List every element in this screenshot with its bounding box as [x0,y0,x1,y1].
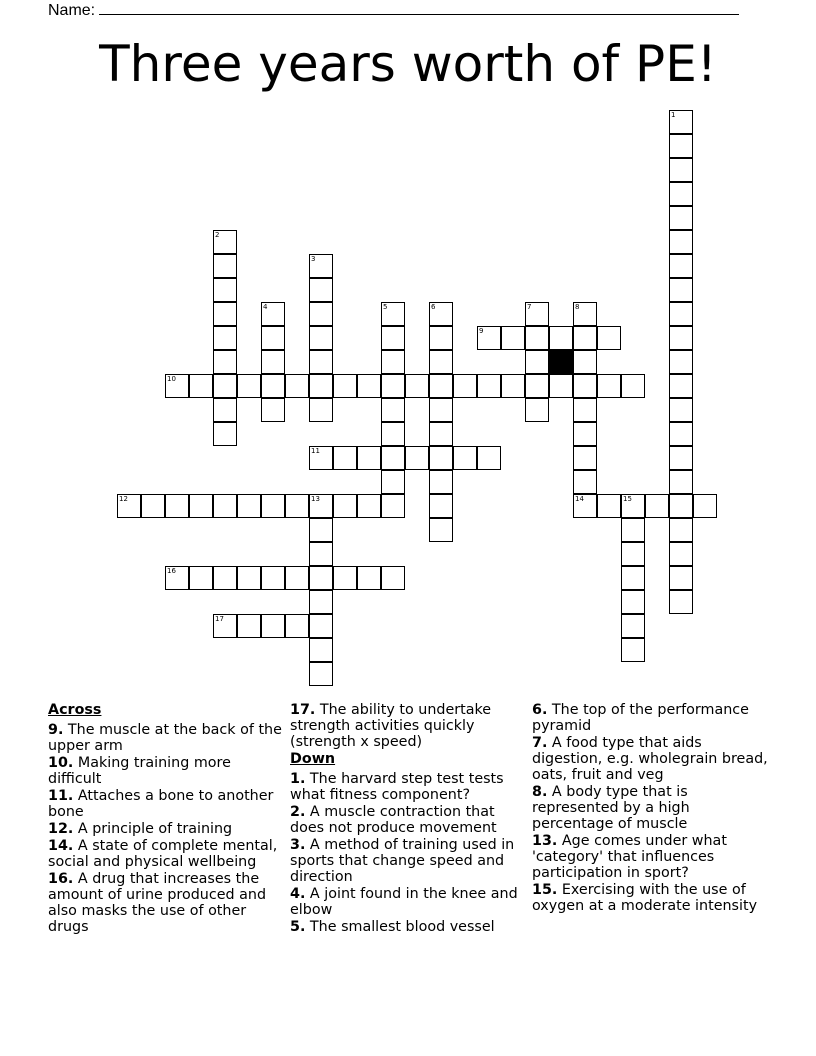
clue-number: 2. [290,804,306,820]
grid-cell[interactable] [309,518,333,542]
grid-cell[interactable] [669,422,693,446]
grid-cell[interactable] [669,398,693,422]
grid-cell[interactable] [429,350,453,374]
grid-cell[interactable] [429,494,453,518]
grid-cell[interactable] [453,374,477,398]
grid-cell[interactable] [573,326,597,350]
grid-cell[interactable] [429,326,453,350]
grid-cell[interactable] [333,494,357,518]
grid-cell[interactable] [621,494,645,518]
grid-cell[interactable] [261,398,285,422]
grid-cell[interactable] [477,326,501,350]
clue-text: Making training more difficult [48,755,231,787]
clue-text: A drug that increases the amount of urine produced and also masks the use of other drugs [48,871,267,935]
grid-cell[interactable] [669,230,693,254]
grid-cell[interactable] [261,614,285,638]
clue-number: 4. [290,886,306,902]
grid-cell[interactable] [213,374,237,398]
grid-cell[interactable] [573,398,597,422]
clue-number: 12. [48,821,74,837]
grid-cell[interactable] [309,494,333,518]
clue-number: 10. [48,755,74,771]
clue-text: A muscle contraction that does not produce movement [290,804,497,836]
grid-cell[interactable] [381,566,405,590]
clue-item [48,722,284,754]
grid-cell[interactable] [669,470,693,494]
grid-cell[interactable] [285,566,309,590]
clue-item [290,771,526,803]
grid-cell[interactable] [669,158,693,182]
grid-cell[interactable] [669,542,693,566]
grid-cell[interactable] [501,326,525,350]
grid-cell[interactable] [525,350,549,374]
clue-text: A joint found in the knee and elbow [290,886,518,918]
grid-cell[interactable] [525,374,549,398]
grid-cell[interactable] [429,374,453,398]
clue-text: A body type that is represented by a high percentage of muscle [532,784,690,832]
grid-cell[interactable] [429,446,453,470]
grid-cell[interactable] [597,374,621,398]
grid-cell[interactable] [237,494,261,518]
grid-cell[interactable] [213,422,237,446]
grid-block-cell [549,350,573,374]
clue-number: 11. [48,788,74,804]
grid-cell[interactable] [381,350,405,374]
grid-cell[interactable] [165,566,189,590]
clue-item [532,882,768,914]
clue-number: 16 [167,567,176,575]
clue-number: 15. [532,882,558,898]
grid-cell[interactable] [573,494,597,518]
clue-item [290,886,526,918]
clue-item [532,735,768,783]
across-heading: Across [48,702,102,718]
clues-column-3 [532,702,768,915]
clue-text: The muscle at the back of the upper arm [48,722,282,754]
grid-cell[interactable] [573,470,597,494]
grid-cell[interactable] [525,302,549,326]
grid-cell[interactable] [213,398,237,422]
grid-cell[interactable] [549,326,573,350]
grid-cell[interactable] [165,374,189,398]
grid-cell[interactable] [381,374,405,398]
clue-text: The ability to undertake strength activities quickly (strength x speed) [290,702,492,750]
clue-number: 14 [575,495,584,503]
grid-cell[interactable] [309,254,333,278]
grid-cell[interactable] [333,446,357,470]
clue-number: 2 [215,231,220,239]
grid-cell[interactable] [669,206,693,230]
grid-cell[interactable] [693,494,717,518]
grid-cell[interactable] [261,566,285,590]
clue-number: 12 [119,495,128,503]
grid-cell[interactable] [429,398,453,422]
clue-number: 17. [290,702,316,718]
grid-cell[interactable] [429,518,453,542]
grid-cell[interactable] [669,590,693,614]
clues-column-2 [290,702,526,936]
grid-cell[interactable] [477,446,501,470]
grid-cell[interactable] [261,374,285,398]
clue-number: 7. [532,735,548,751]
grid-cell[interactable] [669,518,693,542]
name-label: Name: [48,2,96,19]
grid-cell[interactable] [237,566,261,590]
across-clue-list-continued [290,702,526,750]
clue-number: 9. [48,722,64,738]
grid-cell[interactable] [261,350,285,374]
grid-cell[interactable] [285,374,309,398]
grid-cell[interactable] [573,422,597,446]
down-clue-list [290,771,526,935]
grid-cell[interactable] [309,350,333,374]
grid-cell[interactable] [381,398,405,422]
clue-text: A principle of training [73,821,233,837]
grid-cell[interactable] [189,494,213,518]
grid-cell[interactable] [213,254,237,278]
clue-number: 15 [623,495,632,503]
grid-cell[interactable] [669,110,693,134]
grid-cell[interactable] [405,446,429,470]
grid-cell[interactable] [669,374,693,398]
grid-cell[interactable] [525,398,549,422]
clue-number: 6 [431,303,436,311]
grid-cell[interactable] [213,566,237,590]
clue-number: 11 [311,447,320,455]
grid-cell[interactable] [309,614,333,638]
grid-cell[interactable] [213,614,237,638]
grid-cell[interactable] [357,374,381,398]
grid-cell[interactable] [333,374,357,398]
grid-cell[interactable] [237,374,261,398]
grid-cell[interactable] [597,326,621,350]
clue-number: 10 [167,375,176,383]
grid-cell[interactable] [309,662,333,686]
grid-cell[interactable] [261,326,285,350]
grid-cell[interactable] [213,302,237,326]
clue-number: 5. [290,919,306,935]
grid-cell[interactable] [669,278,693,302]
grid-cell[interactable] [381,302,405,326]
clue-item [48,788,284,820]
grid-cell[interactable] [309,638,333,662]
clue-number: 3 [311,255,316,263]
grid-cell[interactable] [165,494,189,518]
clue-text: Attaches a bone to another bone [48,788,274,820]
grid-cell[interactable] [477,374,501,398]
grid-cell[interactable] [669,182,693,206]
clue-item [290,837,526,885]
clue-number: 5 [383,303,388,311]
grid-cell[interactable] [357,446,381,470]
clue-text: The harvard step test tests what fitness component? [290,771,504,803]
clue-text: A food type that aids digestion, e.g. wholegrain bread, oats, fruit and veg [532,735,768,783]
grid-cell[interactable] [381,422,405,446]
grid-cell[interactable] [501,374,525,398]
clue-item [48,838,284,870]
grid-cell[interactable] [621,566,645,590]
grid-cell[interactable] [669,134,693,158]
clue-item [532,784,768,832]
grid-cell[interactable] [669,302,693,326]
grid-cell[interactable] [669,326,693,350]
grid-cell[interactable] [381,470,405,494]
clue-item [290,919,526,935]
grid-cell[interactable] [285,614,309,638]
clue-item [48,755,284,787]
grid-cell[interactable] [309,566,333,590]
clue-item [290,804,526,836]
grid-cell[interactable] [309,326,333,350]
grid-cell[interactable] [213,326,237,350]
grid-cell[interactable] [669,566,693,590]
grid-cell[interactable] [525,326,549,350]
grid-cell[interactable] [573,446,597,470]
grid-cell[interactable] [261,302,285,326]
grid-cell[interactable] [309,374,333,398]
grid-cell[interactable] [597,494,621,518]
grid-cell[interactable] [621,518,645,542]
clue-item [48,871,284,935]
clue-number: 3. [290,837,306,853]
grid-cell[interactable] [309,278,333,302]
grid-cell[interactable] [309,398,333,422]
grid-cell[interactable] [621,542,645,566]
clue-item [532,833,768,881]
grid-cell[interactable] [213,350,237,374]
grid-cell[interactable] [381,494,405,518]
down-heading: Down [290,751,336,767]
grid-cell[interactable] [285,494,309,518]
grid-cell[interactable] [189,374,213,398]
clue-number: 14. [48,838,74,854]
grid-cell[interactable] [573,350,597,374]
grid-cell[interactable] [117,494,141,518]
clue-number: 9 [479,327,484,335]
grid-cell[interactable] [213,278,237,302]
clue-item [290,702,526,750]
grid-cell[interactable] [549,374,573,398]
grid-cell[interactable] [669,446,693,470]
clue-number: 8 [575,303,580,311]
grid-cell[interactable] [189,566,213,590]
page-title: Three years worth of PE! [99,35,717,93]
grid-cell[interactable] [357,494,381,518]
grid-cell[interactable] [309,542,333,566]
grid-cell[interactable] [213,230,237,254]
clue-number: 16. [48,871,74,887]
grid-cell[interactable] [429,302,453,326]
clue-item [48,821,284,837]
grid-cell[interactable] [429,422,453,446]
grid-cell[interactable] [381,446,405,470]
clue-number: 13. [532,833,558,849]
clue-text: The smallest blood vessel [305,919,495,935]
grid-cell[interactable] [621,374,645,398]
down-clue-list-continued [532,702,768,914]
clue-number: 4 [263,303,268,311]
clue-text: A state of complete mental, social and physical wellbeing [48,838,278,870]
clue-number: 17 [215,615,224,623]
grid-cell[interactable] [405,374,429,398]
grid-cell[interactable] [381,326,405,350]
clue-number: 7 [527,303,532,311]
grid-cell[interactable] [621,638,645,662]
grid-cell[interactable] [573,302,597,326]
clue-number: 1 [671,111,676,119]
grid-cell[interactable] [141,494,165,518]
grid-cell[interactable] [669,350,693,374]
grid-cell[interactable] [645,494,669,518]
grid-cell[interactable] [429,470,453,494]
grid-cell[interactable] [453,446,477,470]
clue-text: A method of training used in sports that change speed and direction [290,837,515,885]
grid-cell[interactable] [309,302,333,326]
clue-number: 13 [311,495,320,503]
clue-number: 6. [532,702,548,718]
grid-cell[interactable] [621,590,645,614]
grid-cell[interactable] [213,494,237,518]
grid-cell[interactable] [309,590,333,614]
clue-number: 8. [532,784,548,800]
grid-cell[interactable] [669,494,693,518]
clues-column-1 [48,702,284,936]
grid-cell[interactable] [357,566,381,590]
clue-number: 1. [290,771,306,787]
grid-cell[interactable] [237,614,261,638]
across-clue-list [48,722,284,935]
grid-cell[interactable] [669,254,693,278]
grid-cell[interactable] [621,614,645,638]
clue-item [532,702,768,734]
clue-text: Exercising with the use of oxygen at a moderate intensity [532,882,758,914]
grid-cell[interactable] [333,566,357,590]
grid-cell[interactable] [261,494,285,518]
grid-cell[interactable] [573,374,597,398]
clue-text: The top of the performance pyramid [532,702,749,734]
grid-cell[interactable] [309,446,333,470]
clue-text: Age comes under what 'category' that influences participation in sport? [532,833,727,881]
